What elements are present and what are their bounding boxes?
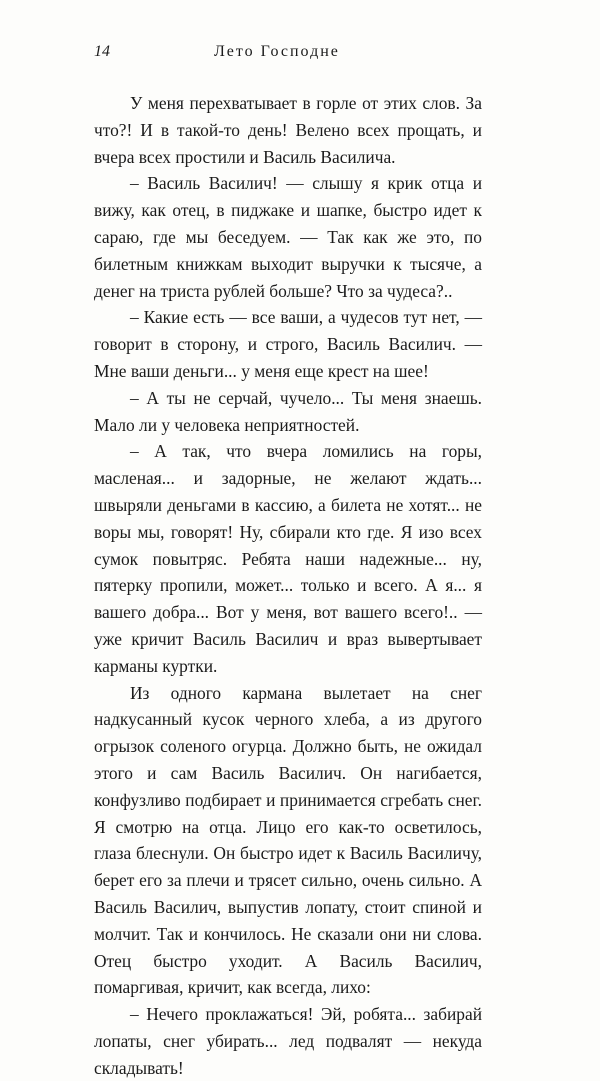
paragraph: Из одного кармана вылетает на снег надкусанный кусок черного хлеба, а из другого огрызок соленого огурца. Должно быть, не ожидал этого и сам Василь Василич. Он нагибается, конфузливо подбирает и принимается сгребать снег. Я смотрю на отца. Лицо его как-то осветилось, глаза блеснули. Он быстро идет к Василь Василичу, берет его за плечи и трясет сильно, очень сильно. А Василь Василич, выпустив лопату, стоит спиной и молчит. Так и кончилось. Не сказали они ни слова. Отец быстро уходит. А Василь Василич, помаргивая, кричит, как всегда, лихо:	[94, 682, 482, 998]
page-number: 14	[94, 43, 110, 60]
paragraph: – А так, что вчера ломились на горы, масленая... и задорные, не желают ждать... швыряли деньгами в кассию, а билета не хотят... не воры мы, говорят! Ну, сбирали кто где. Я изо всех сумок повытряс. Ребята наши надежные... ну, пятерку пропили, может... только и всего. А я... я вашего добра... Вот у меня, вот вашего всего!.. — уже кричит Василь Василич и враз вывертывает карманы куртки.	[94, 441, 482, 676]
running-title: Лето Господне	[214, 43, 340, 60]
body-text	[94, 90, 482, 1081]
paragraph: – Какие есть — все ваши, а чудесов тут нет, — говорит в сторону, и строго, Василь Василич. — Мне ваши деньги... у меня еще крест на шее!	[94, 307, 482, 381]
paragraph: – Василь Василич! — слышу я крик отца и вижу, как отец, в пиджаке и шапке, быстро идет к сараю, где мы беседуем. — Так как же это, по билетным книжкам выходит выручки к тысяче, а денег на триста рублей больше? Что за чудеса?..	[94, 173, 482, 301]
paragraph: – А ты не серчай, чучело... Ты меня знаешь. Мало ли у человека неприятностей.	[94, 387, 482, 435]
paragraph: У меня перехватывает в горле от этих слов. За что?! И в такой-то день! Велено всех прощать, и вчера всех простили и Василь Василича.	[94, 93, 482, 167]
page-header	[94, 40, 506, 64]
paragraph: – Нечего проклажаться! Эй, робята... забирай лопаты, снег убирать... лед подвалят — некуда складывать!	[94, 1004, 482, 1078]
